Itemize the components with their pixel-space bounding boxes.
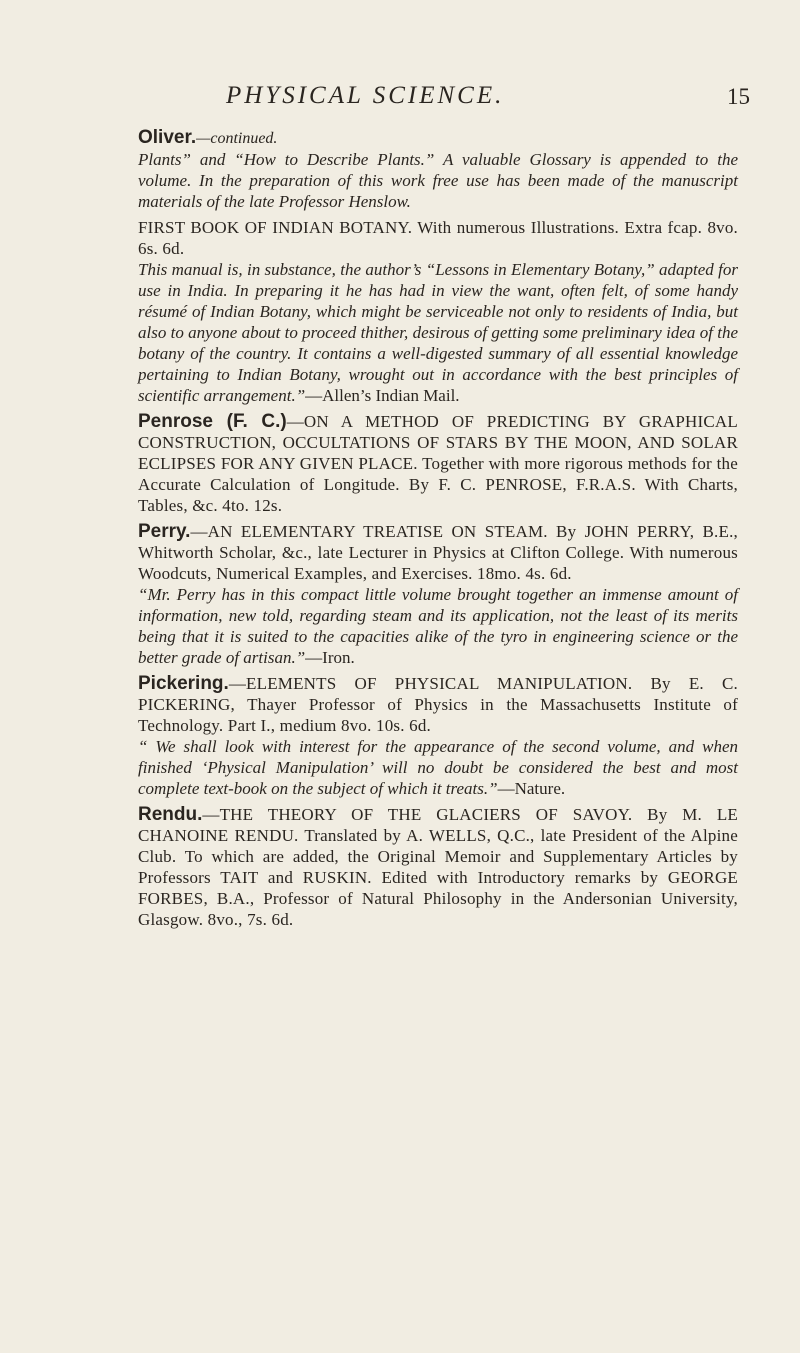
- entry-title: —THE THEORY OF THE GLACIERS OF SAVOY. By M. LE CHANOINE RENDU. Translated by A. WELLS, Q.C., late President of the Alpine Club. To which are added, the Original Memoir and Supplementary Articles by Professors TAIT and RUSKIN. Edited with Introductory remarks by GEORGE FORBES, B.A., Professor of Natural Philosophy in the Andersonian University, Glasgow. 8vo., 7s. 6d.: [138, 805, 738, 929]
- entry-note: [138, 259, 738, 406]
- entry-heading: [138, 521, 738, 584]
- entry-penrose: [138, 411, 738, 516]
- note-text: “Mr. Perry has in this compact little volume brought together an immense amount of information, new told, regarding steam and its application, not the least of its merits being that it is suited to the capacities alike of the tyro in engineering science or the better grade of artisan.”: [138, 585, 738, 667]
- note-text: Plants” and “How to Describe Plants.” A valuable Glossary is appended to the volume. In the preparation of this work free use has been made of the manuscript materials of the late Professor Henslow.: [138, 150, 738, 211]
- entry-heading: [138, 804, 738, 930]
- author-name: Oliver.: [138, 127, 197, 148]
- entry-note: [138, 736, 738, 799]
- entry-heading: [138, 673, 738, 736]
- entry-heading: [138, 127, 738, 149]
- note-text: “ We shall look with interest for the appearance of the second volume, and when finished ‘Physical Manipulation’ will no doubt be considered the best and most complete text-book on the subject of which it treats.”: [138, 737, 738, 798]
- entry-heading: [138, 411, 738, 516]
- review-source: —Nature.: [497, 779, 566, 798]
- review-source: —Allen’s Indian Mail.: [305, 386, 460, 405]
- running-head: [0, 82, 800, 112]
- author-name: Pickering.: [138, 673, 229, 694]
- review-source: —Iron.: [305, 648, 355, 667]
- entry-pickering: [138, 673, 738, 799]
- entry-title: —ON A METHOD OF PREDICTING BY GRAPHICAL CONSTRUCTION, OCCULTATIONS OF STARS BY THE MOON, AND SOLAR ECLIPSES FOR ANY GIVEN PLACE. Together with more rigorous methods for the Accurate Calculation of Longitude. By F. C. PENROSE, F.R.A.S. With Charts, Tables, &c. 4to. 12s.: [138, 412, 738, 515]
- note-text: This manual is, in substance, the author’s “Lessons in Elementary Botany,” adapted for use in India. In preparing it he has had in view the want, often felt, of some handy résumé of Indian Botany, which might be serviceable not only to residents of India, but also to anyone about to proceed thither, desirous of getting some preliminary idea of the botany of the country. It contains a well-digested summary of all essential knowledge pertaining to Indian Botany, wrought out in accordance with the best principles of scientific arrangement.”: [138, 260, 738, 405]
- author-name: Perry.: [138, 521, 191, 542]
- running-title: PHYSICAL SCIENCE.: [226, 82, 505, 109]
- entry-perry: [138, 521, 738, 668]
- author-name: Rendu.: [138, 804, 203, 825]
- entry-oliver: [138, 127, 738, 212]
- entry-heading: [138, 217, 738, 259]
- entry-indian-botany: [138, 217, 738, 406]
- entry-title: —ELEMENTS OF PHYSICAL MANIPULATION. By E. C. PICKERING, Thayer Professor of Physics in the Massachusetts Institute of Technology. Part I., medium 8vo. 10s. 6d.: [138, 674, 738, 735]
- continued-label: —continued.: [196, 130, 278, 147]
- author-name: Penrose (F. C.): [138, 411, 287, 432]
- entry-title: FIRST BOOK OF INDIAN BOTANY. With numerous Illustrations. Extra fcap. 8vo. 6s. 6d.: [138, 218, 738, 258]
- entry-rendu: [138, 804, 738, 930]
- entry-note: [138, 149, 738, 212]
- page-number: 15: [727, 84, 750, 109]
- entry-title: —AN ELEMENTARY TREATISE ON STEAM. By JOHN PERRY, B.E., Whitworth Scholar, &c., late Lecturer in Physics at Clifton College. With numerous Woodcuts, Numerical Examples, and Exercises. 18mo. 4s. 6d.: [138, 522, 738, 583]
- catalogue-text: [138, 127, 738, 935]
- entry-note: [138, 584, 738, 668]
